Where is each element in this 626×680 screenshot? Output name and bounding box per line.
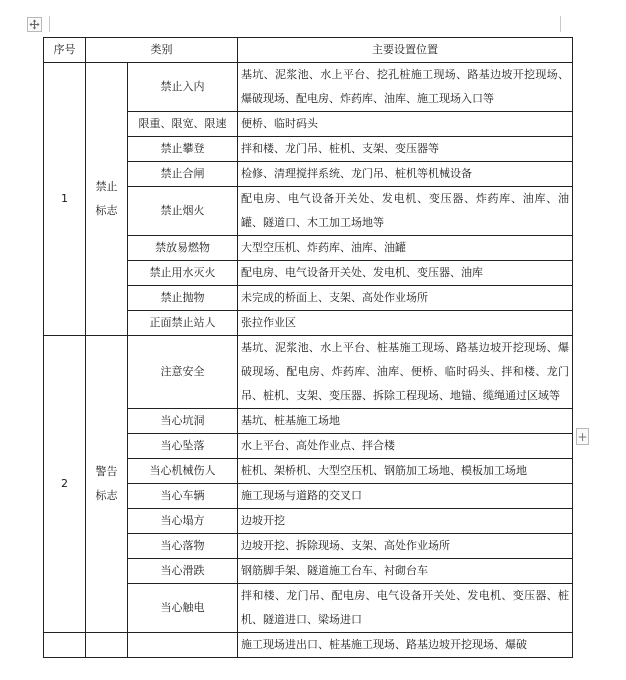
table-move-handle[interactable] <box>27 17 42 32</box>
plus-icon: + <box>577 429 588 444</box>
table-row <box>44 63 573 112</box>
sign-position: 拌和楼、龙门吊、配电房、电气设备开关处、发电机、变压器、桩机、隧道进口、梁场进口 <box>238 584 573 633</box>
sign-position: 便桥、临时码头 <box>238 112 573 137</box>
sign-name: 禁止用水灭火 <box>128 261 238 286</box>
page-corner-mark <box>49 16 50 32</box>
sign-name: 禁止烟火 <box>128 187 238 236</box>
sign-position: 桩机、架桥机、大型空压机、钢筋加工场地、模板加工场地 <box>238 459 573 484</box>
sign-position: 边坡开挖 <box>238 509 573 534</box>
sign-name: 当心坠落 <box>128 434 238 459</box>
sign-name: 禁止合闸 <box>128 162 238 187</box>
sign-position: 水上平台、高处作业点、拌合楼 <box>238 434 573 459</box>
sign-name: 当心机械伤人 <box>128 459 238 484</box>
table-row <box>44 336 573 409</box>
sign-position: 大型空压机、炸药库、油库、油罐 <box>238 236 573 261</box>
sign-name: 当心滑跌 <box>128 559 238 584</box>
sign-position: 施工现场与道路的交叉口 <box>238 484 573 509</box>
sign-position: 检修、清理搅拌系统、龙门吊、桩机等机械设备 <box>238 162 573 187</box>
sign-name: 禁放易燃物 <box>128 236 238 261</box>
sign-position: 钢筋脚手架、隧道施工台车、衬砌台车 <box>238 559 573 584</box>
group-number: 2 <box>44 336 86 633</box>
group-category <box>86 633 128 658</box>
sign-position: 未完成的桥面上、支架、高处作业场所 <box>238 286 573 311</box>
sign-position: 拌和楼、龙门吊、桩机、支架、变压器等 <box>238 137 573 162</box>
sign-name: 禁止抛物 <box>128 286 238 311</box>
sign-name <box>128 633 238 658</box>
sign-name: 正面禁止站人 <box>128 311 238 336</box>
sign-name: 当心落物 <box>128 534 238 559</box>
sign-name: 禁止攀登 <box>128 137 238 162</box>
header-position: 主要设置位置 <box>238 38 573 63</box>
sign-name: 当心触电 <box>128 584 238 633</box>
sign-name: 当心塌方 <box>128 509 238 534</box>
sign-position: 基坑、桩基施工场地 <box>238 409 573 434</box>
sign-position: 边坡开挖、拆除现场、支架、高处作业场所 <box>238 534 573 559</box>
add-row-button[interactable] <box>576 428 589 445</box>
sign-position: 基坑、泥浆池、水上平台、桩基施工现场、路基边坡开挖现场、爆破现场、配电房、炸药库、油库、便桥、临时码头、拌和楼、龙门吊、桩机、支架、变压器、拆除工程现场、地锚、缆绳通过区域等 <box>238 336 573 409</box>
header-no: 序号 <box>44 38 86 63</box>
sign-position: 张拉作业区 <box>238 311 573 336</box>
sign-position: 配电房、电气设备开关处、发电机、变压器、炸药库、油库、油罐、隧道口、木工加工场地等 <box>238 187 573 236</box>
sign-name: 禁止入内 <box>128 63 238 112</box>
sign-name: 当心坑洞 <box>128 409 238 434</box>
sign-position: 基坑、泥浆池、水上平台、挖孔桩施工现场、路基边坡开挖现场、爆破现场、配电房、炸药库、油库、施工现场入口等 <box>238 63 573 112</box>
page-corner-mark <box>560 16 561 32</box>
table-row <box>44 633 573 658</box>
sign-position: 施工现场进出口、桩基施工现场、路基边坡开挖现场、爆破 <box>238 633 573 658</box>
group-number <box>44 633 86 658</box>
sign-name: 当心车辆 <box>128 484 238 509</box>
header-category: 类别 <box>86 38 238 63</box>
sign-position: 配电房、电气设备开关处、发电机、变压器、油库 <box>238 261 573 286</box>
group-number: 1 <box>44 63 86 336</box>
sign-name: 注意安全 <box>128 336 238 409</box>
safety-signs-table <box>43 37 573 658</box>
group-category: 警告 标志 <box>86 336 128 633</box>
move-arrows-icon <box>29 19 40 30</box>
group-category: 禁止 标志 <box>86 63 128 336</box>
table-header-row <box>44 38 573 63</box>
sign-name: 限重、限宽、限速 <box>128 112 238 137</box>
